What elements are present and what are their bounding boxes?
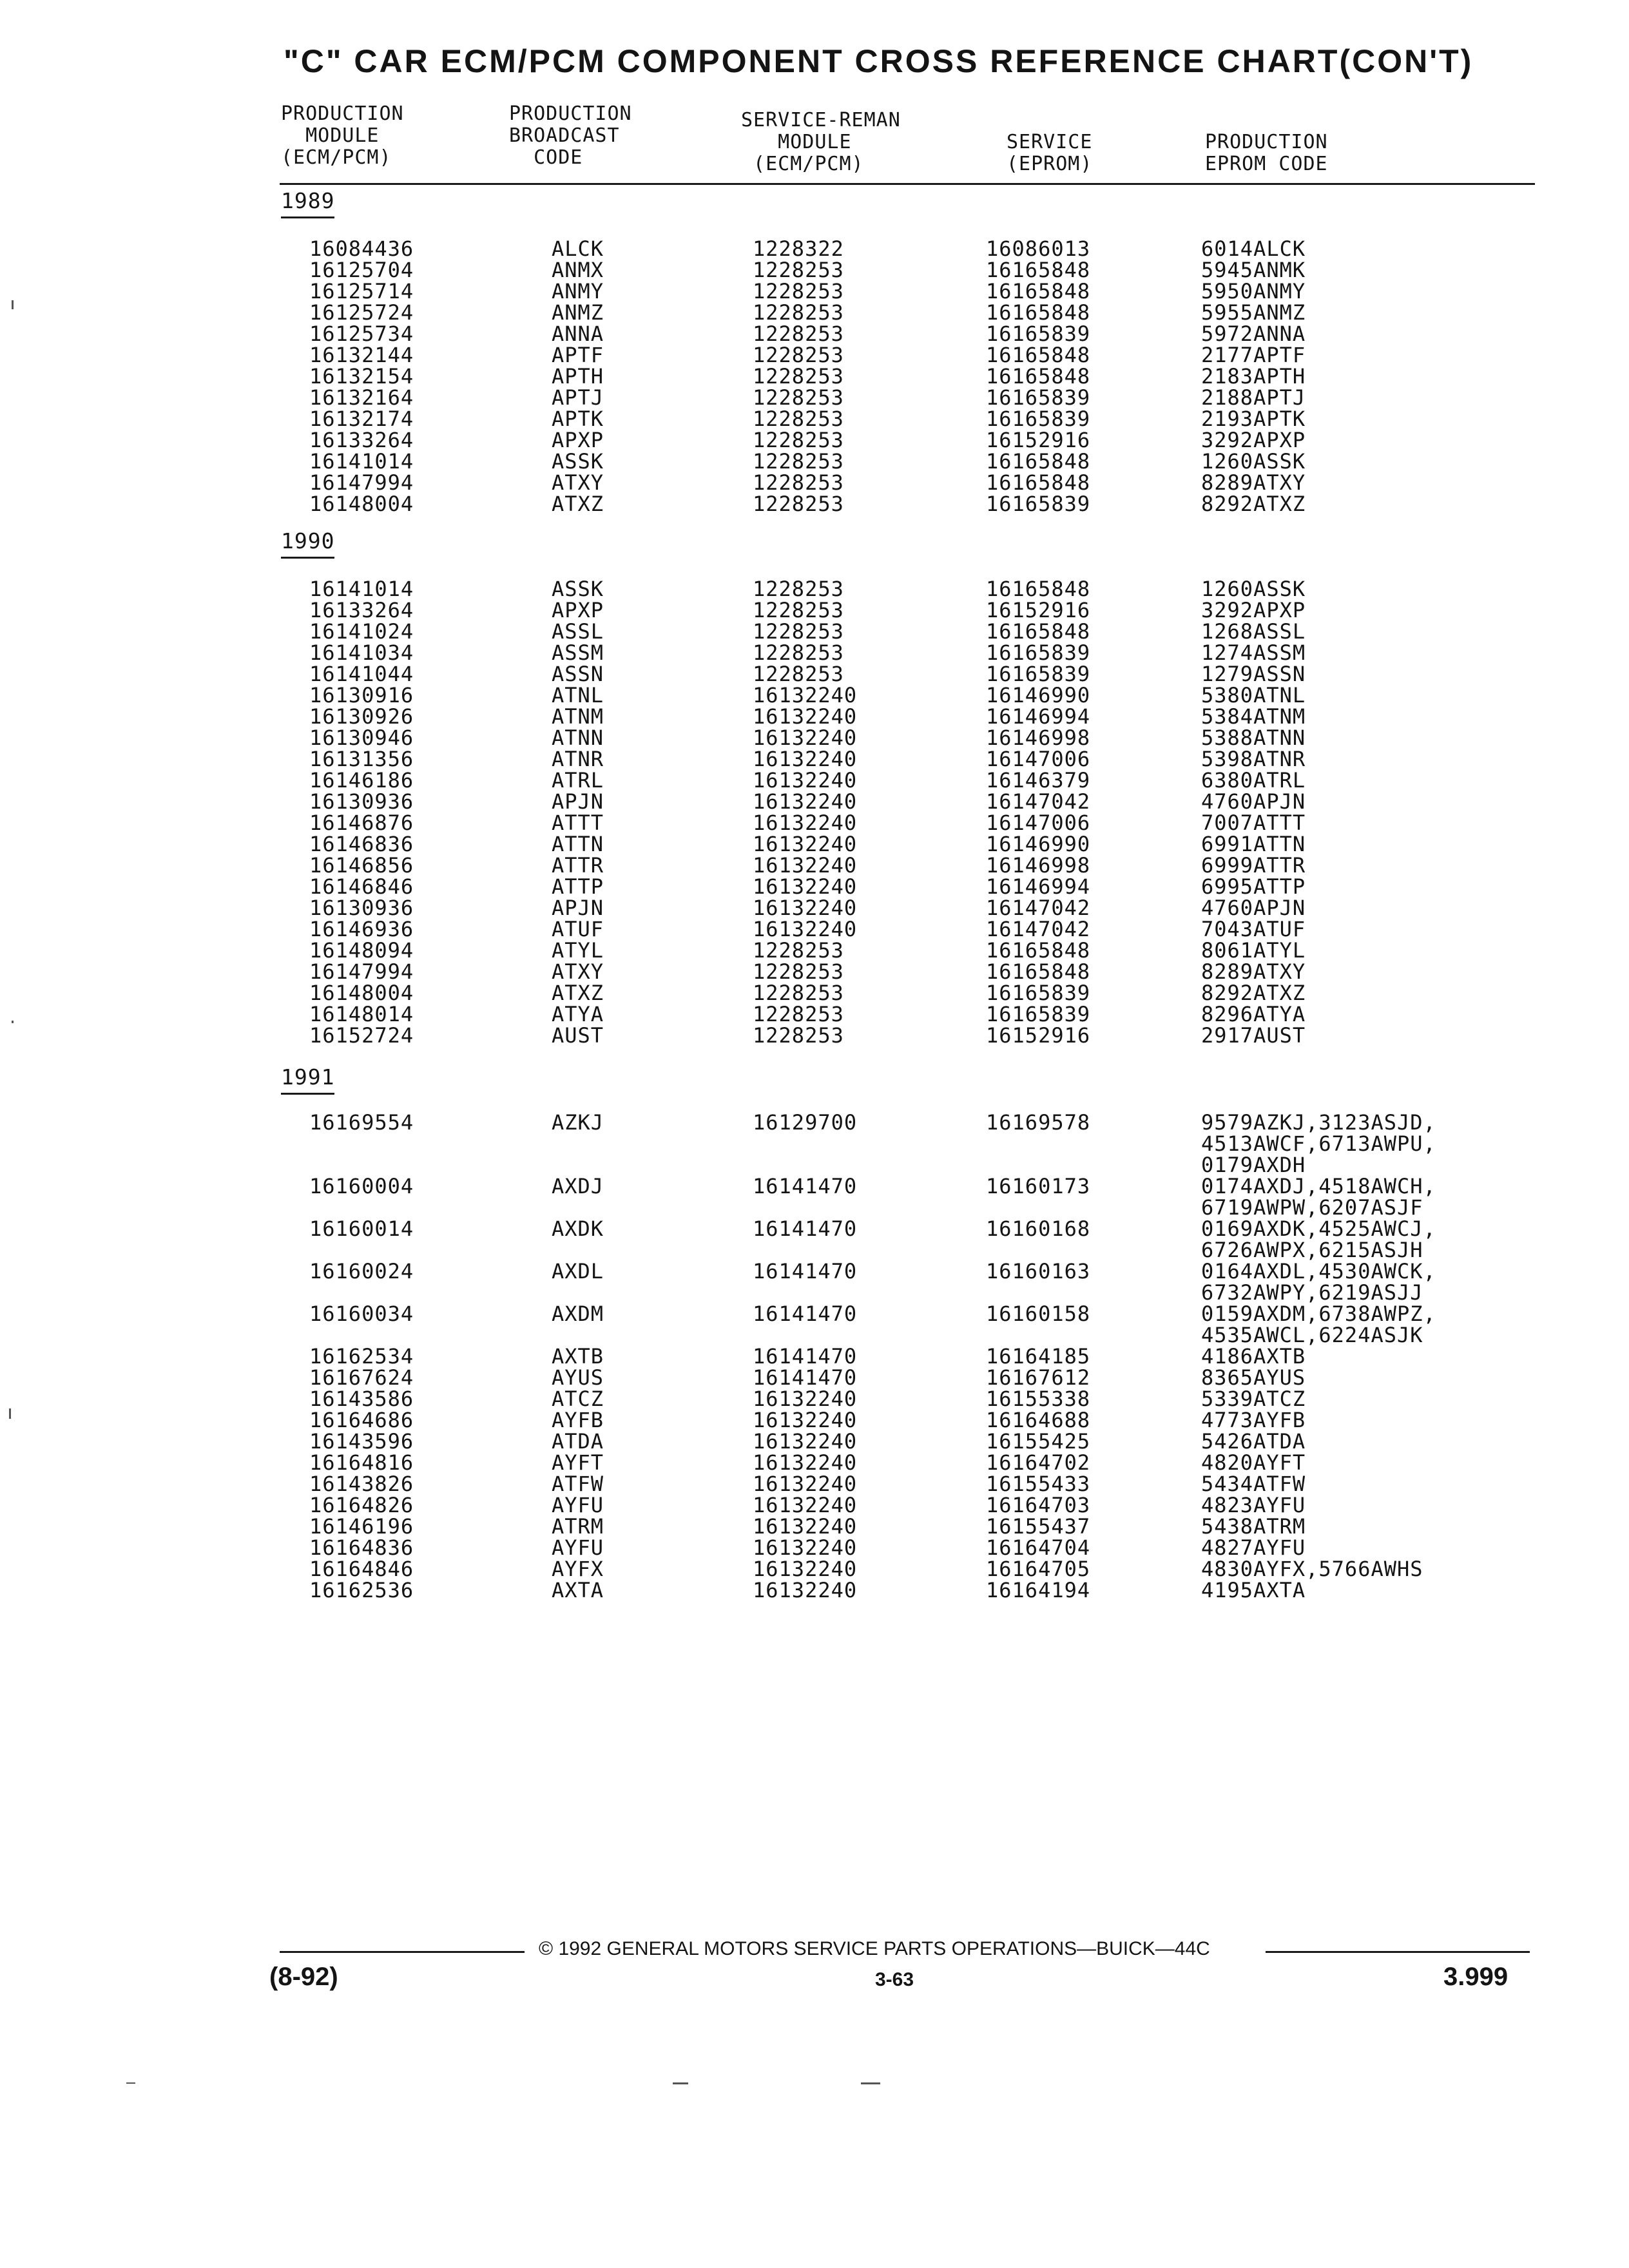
service-eprom-cell: 16165848 <box>986 938 1091 963</box>
service-reman-cell: 1228253 <box>753 279 844 303</box>
eprom-code-cell: 4773AYFB <box>1201 1408 1306 1432</box>
production-module-cell: 16141044 <box>309 662 414 686</box>
broadcast-code-cell: AXDJ <box>552 1174 604 1198</box>
production-module-cell: 16146936 <box>309 917 414 941</box>
service-eprom-cell: 16146994 <box>986 874 1091 899</box>
broadcast-code-cell: AYUS <box>552 1365 604 1390</box>
scan-speck <box>126 2082 135 2084</box>
service-eprom-cell: 16164185 <box>986 1344 1091 1369</box>
service-eprom-cell: 16164702 <box>986 1450 1091 1475</box>
eprom-code-cell: 2193APTK <box>1201 407 1306 431</box>
service-eprom-cell: 16152916 <box>986 1023 1091 1048</box>
production-module-cell: 16141034 <box>309 640 414 665</box>
eprom-code-cell: 8292ATXZ <box>1201 492 1306 516</box>
service-eprom-cell: 16169578 <box>986 1110 1091 1135</box>
service-eprom-cell: 16152916 <box>986 598 1091 622</box>
production-module-cell: 16084436 <box>309 236 414 261</box>
service-reman-cell: 16132240 <box>753 1514 858 1539</box>
eprom-code-cell: 9579AZKJ,3123ASJD, <box>1201 1110 1436 1135</box>
service-reman-cell: 1228253 <box>753 449 844 474</box>
service-reman-cell: 16132240 <box>753 874 858 899</box>
eprom-code-cell: 5384ATNM <box>1201 704 1306 729</box>
year-heading: 1989 <box>281 189 334 218</box>
eprom-code-cell: 4760APJN <box>1201 789 1306 814</box>
scan-speck <box>9 1408 11 1419</box>
service-eprom-cell: 16146990 <box>986 832 1091 856</box>
production-module-cell: 16146846 <box>309 874 414 899</box>
production-module-cell: 16143586 <box>309 1387 414 1411</box>
service-eprom-cell: 16165848 <box>986 959 1091 984</box>
broadcast-code-cell: AXDM <box>552 1302 604 1326</box>
eprom-code-cell: 6380ATRL <box>1201 768 1306 793</box>
broadcast-code-cell: APTJ <box>552 385 604 410</box>
production-module-cell: 16143596 <box>309 1429 414 1454</box>
scan-speck <box>673 2082 688 2084</box>
broadcast-code-cell: ASSL <box>552 619 604 644</box>
broadcast-code-cell: ATYL <box>552 938 604 963</box>
service-reman-cell: 16141470 <box>753 1302 858 1326</box>
service-eprom-cell: 16165848 <box>986 577 1091 601</box>
broadcast-code-cell: AXTA <box>552 1578 604 1602</box>
service-reman-cell: 1228253 <box>753 981 844 1005</box>
broadcast-code-cell: AXDL <box>552 1259 604 1283</box>
service-reman-cell: 1228253 <box>753 1023 844 1048</box>
service-eprom-cell: 16152916 <box>986 428 1091 452</box>
service-eprom-cell: 16147006 <box>986 811 1091 835</box>
production-module-cell: 16125704 <box>309 258 414 282</box>
eprom-code-cell: 4535AWCL,6224ASJK <box>1201 1323 1423 1347</box>
production-module-cell: 16125714 <box>309 279 414 303</box>
production-module-cell: 16132144 <box>309 343 414 367</box>
production-module-cell: 16148004 <box>309 981 414 1005</box>
service-eprom-cell: 16160163 <box>986 1259 1091 1283</box>
production-module-cell: 16146836 <box>309 832 414 856</box>
eprom-code-cell: 1260ASSK <box>1201 577 1306 601</box>
eprom-code-cell: 5950ANMY <box>1201 279 1306 303</box>
service-reman-cell: 16132240 <box>753 896 858 920</box>
broadcast-code-cell: ATRM <box>552 1514 604 1539</box>
scan-speck <box>12 1021 14 1023</box>
eprom-code-cell: 4195AXTA <box>1201 1578 1306 1602</box>
eprom-code-cell: 2917AUST <box>1201 1023 1306 1048</box>
service-reman-cell: 16132240 <box>753 1493 858 1517</box>
production-module-cell: 16131356 <box>309 747 414 771</box>
service-reman-cell: 1228322 <box>753 236 844 261</box>
production-module-cell: 16132154 <box>309 364 414 389</box>
service-eprom-cell: 16165839 <box>986 662 1091 686</box>
service-eprom-cell: 16160158 <box>986 1302 1091 1326</box>
service-eprom-cell: 16155425 <box>986 1429 1091 1454</box>
service-eprom-cell: 16165848 <box>986 300 1091 325</box>
eprom-code-cell: 0169AXDK,4525AWCJ, <box>1201 1216 1436 1241</box>
broadcast-code-cell: AYFT <box>552 1450 604 1475</box>
service-eprom-cell: 16165839 <box>986 385 1091 410</box>
production-module-cell: 16130936 <box>309 896 414 920</box>
footer-rule-right <box>1266 1951 1530 1953</box>
service-eprom-cell: 16164705 <box>986 1557 1091 1581</box>
production-module-cell: 16146186 <box>309 768 414 793</box>
production-module-cell: 16164686 <box>309 1408 414 1432</box>
broadcast-code-cell: ATNN <box>552 726 604 750</box>
broadcast-code-cell: ATRL <box>552 768 604 793</box>
service-reman-cell: 16132240 <box>753 768 858 793</box>
broadcast-code-cell: ANMX <box>552 258 604 282</box>
production-module-cell: 16152724 <box>309 1023 414 1048</box>
eprom-code-cell: 4760APJN <box>1201 896 1306 920</box>
eprom-code-cell: 8365AYUS <box>1201 1365 1306 1390</box>
production-module-cell: 16130916 <box>309 683 414 707</box>
footer-page-number: 3-63 <box>875 1969 914 1990</box>
service-eprom-cell: 16164194 <box>986 1578 1091 1602</box>
production-module-cell: 16132174 <box>309 407 414 431</box>
production-module-cell: 16164846 <box>309 1557 414 1581</box>
service-reman-cell: 1228253 <box>753 428 844 452</box>
service-reman-cell: 16132240 <box>753 726 858 750</box>
eprom-code-cell: 1260ASSK <box>1201 449 1306 474</box>
eprom-code-cell: 5388ATNN <box>1201 726 1306 750</box>
broadcast-code-cell: APTF <box>552 343 604 367</box>
eprom-code-cell: 6732AWPY,6219ASJJ <box>1201 1280 1423 1305</box>
eprom-code-cell: 2177APTF <box>1201 343 1306 367</box>
service-eprom-cell: 16165848 <box>986 470 1091 495</box>
eprom-code-cell: 5438ATRM <box>1201 1514 1306 1539</box>
service-reman-cell: 16132240 <box>753 1408 858 1432</box>
service-eprom-cell: 16165839 <box>986 981 1091 1005</box>
eprom-code-cell: 6999ATTR <box>1201 853 1306 878</box>
eprom-code-cell: 5945ANMK <box>1201 258 1306 282</box>
eprom-code-cell: 1268ASSL <box>1201 619 1306 644</box>
broadcast-code-cell: ALCK <box>552 236 604 261</box>
broadcast-code-cell: ANNA <box>552 322 604 346</box>
production-module-cell: 16147994 <box>309 959 414 984</box>
service-eprom-cell: 16165848 <box>986 619 1091 644</box>
eprom-code-cell: 8289ATXY <box>1201 470 1306 495</box>
broadcast-code-cell: APTK <box>552 407 604 431</box>
service-eprom-cell: 16155433 <box>986 1472 1091 1496</box>
production-module-cell: 16125734 <box>309 322 414 346</box>
eprom-code-cell: 4186AXTB <box>1201 1344 1306 1369</box>
eprom-code-cell: 8061ATYL <box>1201 938 1306 963</box>
eprom-code-cell: 6991ATTN <box>1201 832 1306 856</box>
broadcast-code-cell: ASSM <box>552 640 604 665</box>
broadcast-code-cell: ATYA <box>552 1002 604 1026</box>
service-eprom-cell: 16086013 <box>986 236 1091 261</box>
broadcast-code-cell: ATNL <box>552 683 604 707</box>
eprom-code-cell: 5434ATFW <box>1201 1472 1306 1496</box>
production-module-cell: 16141014 <box>309 577 414 601</box>
eprom-code-cell: 3292APXP <box>1201 598 1306 622</box>
eprom-code-cell: 0179AXDH <box>1201 1153 1306 1177</box>
service-reman-cell: 16132240 <box>753 1450 858 1475</box>
service-eprom-cell: 16147006 <box>986 747 1091 771</box>
year-heading: 1991 <box>281 1066 334 1095</box>
service-eprom-cell: 16165848 <box>986 279 1091 303</box>
service-reman-cell: 16132240 <box>753 1557 858 1581</box>
service-reman-cell: 1228253 <box>753 1002 844 1026</box>
service-reman-cell: 16141470 <box>753 1259 858 1283</box>
service-reman-cell: 1228253 <box>753 258 844 282</box>
broadcast-code-cell: APXP <box>552 598 604 622</box>
eprom-code-cell: 5339ATCZ <box>1201 1387 1306 1411</box>
production-module-cell: 16160004 <box>309 1174 414 1198</box>
production-module-cell: 16130926 <box>309 704 414 729</box>
service-reman-cell: 16132240 <box>753 811 858 835</box>
broadcast-code-cell: ATUF <box>552 917 604 941</box>
broadcast-code-cell: ANMZ <box>552 300 604 325</box>
footer-date: (8-92) <box>269 1963 338 1991</box>
broadcast-code-cell: ATDA <box>552 1429 604 1454</box>
broadcast-code-cell: ASSK <box>552 449 604 474</box>
header-service-eprom: SERVICE (EPROM) <box>1007 131 1093 175</box>
footer-section-number: 3.999 <box>1443 1963 1509 1991</box>
service-eprom-cell: 16164688 <box>986 1408 1091 1432</box>
service-reman-cell: 16141470 <box>753 1174 858 1198</box>
service-reman-cell: 16132240 <box>753 747 858 771</box>
eprom-code-cell: 5955ANMZ <box>1201 300 1306 325</box>
service-reman-cell: 16129700 <box>753 1110 858 1135</box>
production-module-cell: 16160024 <box>309 1259 414 1283</box>
service-eprom-cell: 16147042 <box>986 896 1091 920</box>
broadcast-code-cell: AYFU <box>552 1535 604 1560</box>
service-eprom-cell: 16146994 <box>986 704 1091 729</box>
service-reman-cell: 1228253 <box>753 364 844 389</box>
eprom-code-cell: 5398ATNR <box>1201 747 1306 771</box>
eprom-code-cell: 7007ATTT <box>1201 811 1306 835</box>
production-module-cell: 16146876 <box>309 811 414 835</box>
production-module-cell: 16167624 <box>309 1365 414 1390</box>
service-reman-cell: 1228253 <box>753 640 844 665</box>
broadcast-code-cell: AXTB <box>552 1344 604 1369</box>
production-module-cell: 16147994 <box>309 470 414 495</box>
broadcast-code-cell: ATXY <box>552 959 604 984</box>
service-eprom-cell: 16164704 <box>986 1535 1091 1560</box>
service-reman-cell: 1228253 <box>753 385 844 410</box>
service-reman-cell: 1228253 <box>753 662 844 686</box>
service-reman-cell: 1228253 <box>753 619 844 644</box>
service-eprom-cell: 16165839 <box>986 640 1091 665</box>
broadcast-code-cell: ASSK <box>552 577 604 601</box>
production-module-cell: 16164836 <box>309 1535 414 1560</box>
service-reman-cell: 1228253 <box>753 492 844 516</box>
service-eprom-cell: 16146998 <box>986 853 1091 878</box>
broadcast-code-cell: ATXZ <box>552 981 604 1005</box>
eprom-code-cell: 8296ATYA <box>1201 1002 1306 1026</box>
service-eprom-cell: 16164703 <box>986 1493 1091 1517</box>
eprom-code-cell: 0164AXDL,4530AWCK, <box>1201 1259 1436 1283</box>
production-module-cell: 16141024 <box>309 619 414 644</box>
service-eprom-cell: 16155437 <box>986 1514 1091 1539</box>
eprom-code-cell: 4830AYFX,5766AWHS <box>1201 1557 1423 1581</box>
broadcast-code-cell: APTH <box>552 364 604 389</box>
service-eprom-cell: 16160173 <box>986 1174 1091 1198</box>
eprom-code-cell: 8292ATXZ <box>1201 981 1306 1005</box>
service-eprom-cell: 16167612 <box>986 1365 1091 1390</box>
production-module-cell: 16125724 <box>309 300 414 325</box>
eprom-code-cell: 8289ATXY <box>1201 959 1306 984</box>
footer-copyright: © 1992 GENERAL MOTORS SERVICE PARTS OPERATIONS—BUICK—44C <box>539 1938 1210 1959</box>
service-eprom-cell: 16165848 <box>986 449 1091 474</box>
header-rule <box>280 183 1535 185</box>
service-eprom-cell: 16155338 <box>986 1387 1091 1411</box>
production-module-cell: 16160034 <box>309 1302 414 1326</box>
eprom-code-cell: 4820AYFT <box>1201 1450 1306 1475</box>
eprom-code-cell: 2188APTJ <box>1201 385 1306 410</box>
service-reman-cell: 1228253 <box>753 938 844 963</box>
broadcast-code-cell: AYFU <box>552 1493 604 1517</box>
broadcast-code-cell: ATFW <box>552 1472 604 1496</box>
production-module-cell: 16130936 <box>309 789 414 814</box>
broadcast-code-cell: ATTP <box>552 874 604 899</box>
broadcast-code-cell: AZKJ <box>552 1110 604 1135</box>
production-module-cell: 16132164 <box>309 385 414 410</box>
broadcast-code-cell: ATNR <box>552 747 604 771</box>
broadcast-code-cell: ASSN <box>552 662 604 686</box>
scan-speck <box>12 300 14 309</box>
broadcast-code-cell: ATCZ <box>552 1387 604 1411</box>
production-module-cell: 16164826 <box>309 1493 414 1517</box>
service-eprom-cell: 16165839 <box>986 1002 1091 1026</box>
eprom-code-cell: 7043ATUF <box>1201 917 1306 941</box>
service-reman-cell: 16132240 <box>753 789 858 814</box>
production-module-cell: 16162534 <box>309 1344 414 1369</box>
service-reman-cell: 1228253 <box>753 470 844 495</box>
broadcast-code-cell: ATTN <box>552 832 604 856</box>
production-module-cell: 16141014 <box>309 449 414 474</box>
service-reman-cell: 16132240 <box>753 683 858 707</box>
eprom-code-cell: 6014ALCK <box>1201 236 1306 261</box>
service-eprom-cell: 16147042 <box>986 917 1091 941</box>
eprom-code-cell: 5426ATDA <box>1201 1429 1306 1454</box>
service-eprom-cell: 16165839 <box>986 322 1091 346</box>
broadcast-code-cell: APJN <box>552 896 604 920</box>
broadcast-code-cell: ATXZ <box>552 492 604 516</box>
service-reman-cell: 16132240 <box>753 704 858 729</box>
eprom-code-cell: 2183APTH <box>1201 364 1306 389</box>
eprom-code-cell: 0174AXDJ,4518AWCH, <box>1201 1174 1436 1198</box>
eprom-code-cell: 0159AXDM,6738AWPZ, <box>1201 1302 1436 1326</box>
eprom-code-cell: 6719AWPW,6207ASJF <box>1201 1195 1423 1220</box>
service-eprom-cell: 16165839 <box>986 492 1091 516</box>
broadcast-code-cell: ATNM <box>552 704 604 729</box>
service-eprom-cell: 16165839 <box>986 407 1091 431</box>
broadcast-code-cell: AXDK <box>552 1216 604 1241</box>
header-production-module: PRODUCTION MODULE (ECM/PCM) <box>281 102 404 169</box>
production-module-cell: 16148004 <box>309 492 414 516</box>
service-reman-cell: 16132240 <box>753 917 858 941</box>
production-module-cell: 16143826 <box>309 1472 414 1496</box>
service-reman-cell: 16132240 <box>753 1472 858 1496</box>
service-reman-cell: 16132240 <box>753 853 858 878</box>
eprom-code-cell: 6726AWPX,6215ASJH <box>1201 1238 1423 1262</box>
service-reman-cell: 1228253 <box>753 343 844 367</box>
broadcast-code-cell: ATTT <box>552 811 604 835</box>
page-title: "C" CAR ECM/PCM COMPONENT CROSS REFERENCE CHART(CON'T) <box>284 43 1474 79</box>
service-reman-cell: 16141470 <box>753 1344 858 1369</box>
service-reman-cell: 1228253 <box>753 577 844 601</box>
broadcast-code-cell: ANMY <box>552 279 604 303</box>
service-eprom-cell: 16146998 <box>986 726 1091 750</box>
broadcast-code-cell: ATTR <box>552 853 604 878</box>
eprom-code-cell: 4513AWCF,6713AWPU, <box>1201 1131 1436 1156</box>
eprom-code-cell: 3292APXP <box>1201 428 1306 452</box>
production-module-cell: 16133264 <box>309 428 414 452</box>
production-module-cell: 16148094 <box>309 938 414 963</box>
service-reman-cell: 1228253 <box>753 322 844 346</box>
broadcast-code-cell: AUST <box>552 1023 604 1048</box>
production-module-cell: 16169554 <box>309 1110 414 1135</box>
service-reman-cell: 16132240 <box>753 1429 858 1454</box>
production-module-cell: 16148014 <box>309 1002 414 1026</box>
production-module-cell: 16146856 <box>309 853 414 878</box>
service-eprom-cell: 16147042 <box>986 789 1091 814</box>
service-reman-cell: 1228253 <box>753 300 844 325</box>
production-module-cell: 16133264 <box>309 598 414 622</box>
footer-rule-left <box>280 1951 525 1953</box>
year-heading: 1990 <box>281 530 334 559</box>
eprom-code-cell: 1279ASSN <box>1201 662 1306 686</box>
production-module-cell: 16130946 <box>309 726 414 750</box>
service-reman-cell: 1228253 <box>753 598 844 622</box>
broadcast-code-cell: APJN <box>552 789 604 814</box>
service-eprom-cell: 16165848 <box>986 258 1091 282</box>
production-module-cell: 16164816 <box>309 1450 414 1475</box>
service-reman-cell: 16132240 <box>753 1535 858 1560</box>
service-reman-cell: 16132240 <box>753 1387 858 1411</box>
broadcast-code-cell: AYFB <box>552 1408 604 1432</box>
service-reman-cell: 16132240 <box>753 1578 858 1602</box>
header-broadcast-code: PRODUCTION BROADCAST CODE <box>509 102 632 169</box>
service-eprom-cell: 16146990 <box>986 683 1091 707</box>
broadcast-code-cell: ATXY <box>552 470 604 495</box>
service-eprom-cell: 16146379 <box>986 768 1091 793</box>
eprom-code-cell: 5972ANNA <box>1201 322 1306 346</box>
eprom-code-cell: 1274ASSM <box>1201 640 1306 665</box>
service-reman-cell: 16141470 <box>753 1365 858 1390</box>
header-eprom-code: PRODUCTION EPROM CODE <box>1205 131 1328 175</box>
service-eprom-cell: 16165848 <box>986 343 1091 367</box>
service-reman-cell: 16132240 <box>753 832 858 856</box>
broadcast-code-cell: APXP <box>552 428 604 452</box>
production-module-cell: 16146196 <box>309 1514 414 1539</box>
eprom-code-cell: 4823AYFU <box>1201 1493 1306 1517</box>
header-service-reman: SERVICE-REMAN MODULE (ECM/PCM) <box>741 109 901 175</box>
service-reman-cell: 1228253 <box>753 407 844 431</box>
production-module-cell: 16160014 <box>309 1216 414 1241</box>
broadcast-code-cell: AYFX <box>552 1557 604 1581</box>
eprom-code-cell: 6995ATTP <box>1201 874 1306 899</box>
service-reman-cell: 1228253 <box>753 959 844 984</box>
scan-speck <box>861 2082 880 2084</box>
service-eprom-cell: 16160168 <box>986 1216 1091 1241</box>
service-eprom-cell: 16165848 <box>986 364 1091 389</box>
service-reman-cell: 16141470 <box>753 1216 858 1241</box>
production-module-cell: 16162536 <box>309 1578 414 1602</box>
eprom-code-cell: 5380ATNL <box>1201 683 1306 707</box>
eprom-code-cell: 4827AYFU <box>1201 1535 1306 1560</box>
